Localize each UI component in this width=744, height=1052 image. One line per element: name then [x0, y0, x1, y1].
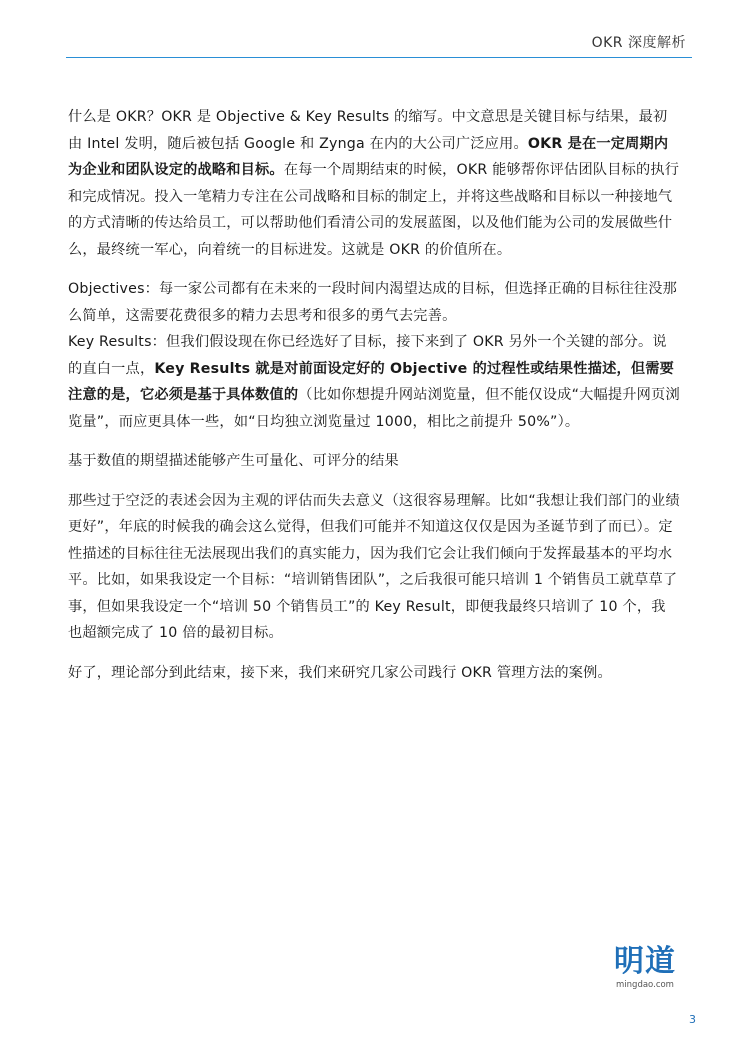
- paragraph-key-results: [68, 329, 680, 435]
- logo-url: mingdao.com: [616, 980, 674, 990]
- paragraph-objectives: [68, 276, 680, 329]
- header-title: OKR 深度解析: [591, 35, 686, 51]
- intro-bold-definition: OKR 是在一定周期内为企业和团队设定的战略和目标。: [68, 135, 669, 178]
- objectives-text: Objectives：每一家公司都有在未来的一段时间内渴望达成的目标，但选择正确的目标往往没那么简单，这需要花费很多的精力去思考和很多的勇气去完善。: [68, 281, 678, 324]
- key-results-bold: Key Results 就是对前面设定好的 Objective 的过程性或结果性描述，但需要注意的是，它必须是基于具体数值的: [68, 360, 675, 403]
- conclusion-text: 好了，理论部分到此结束，接下来，我们来研究几家公司践行 OKR 管理方法的案例。: [68, 664, 612, 681]
- logo-mark: 明道: [614, 944, 676, 979]
- vague-statements-text: 那些过于空泛的表述会因为主观的评估而失去意义（这很容易理解。比如“我想让我们部门的业绩更好”，年底的时候我的确会这么觉得，但我们可能并不知道这仅仅是因为圣诞节到了而已）。定性描述的目标往往无法展现出我们的真实能力，因为我们它会让我们倾向于发挥最基本的平均水平。比如，如果我设定一个目标：“培训销售团队”，之后我很可能只培训 1 个销售员工就草草了事，但如果我设定一个“培训 50 个销售员工”的 Key Result，即便我最终只培训了 10 个，我也超额完成了 10 倍的最初目标。: [68, 492, 680, 641]
- paragraph-conclusion: [68, 660, 680, 687]
- quantifiable-text: 基于数值的期望描述能够产生可量化、可评分的结果: [68, 453, 399, 469]
- page-header: [0, 0, 744, 60]
- mingdao-logo: [605, 945, 685, 995]
- paragraph-quantifiable: [68, 448, 680, 475]
- key-results-example: （比如你想提升网站浏览量，但不能仅设成“大幅提升网页浏览量”，而应更具体一些，如“日均独立浏览量过 1000，相比之前提升 50%”）。: [68, 387, 680, 430]
- key-results-text: Key Results：但我们假设现在你已经选好了目标，接下来到了 OKR 另外一个关键的部分。说的直白一点，: [68, 334, 667, 377]
- paragraph-vague-statements: [68, 488, 680, 647]
- intro-text: 什么是 OKR？OKR 是 Objective & Key Results 的缩写。中文意思是关键目标与结果，最初由 Intel 发明，随后被包括 Google 和 Zynga 在内的大公司广泛应用。: [68, 109, 668, 152]
- page-number: 3: [689, 1013, 696, 1026]
- intro-text-continued: 在每一个周期结束的时候，OKR 能够帮你评估团队目标的执行和完成情况。投入一笔精力专注在公司战略和目标的制定上，并将这些战略和目标以一种接地气的方式清晰的传达给员工，可以帮助他们看清公司的发展蓝图，以及他们能为公司的发展做些什么，最终统一军心，向着统一的目标进发。这就是 OKR 的价值所在。: [68, 162, 680, 258]
- document-body: [68, 104, 680, 699]
- header-divider: [66, 57, 692, 58]
- paragraph-intro: [68, 104, 680, 263]
